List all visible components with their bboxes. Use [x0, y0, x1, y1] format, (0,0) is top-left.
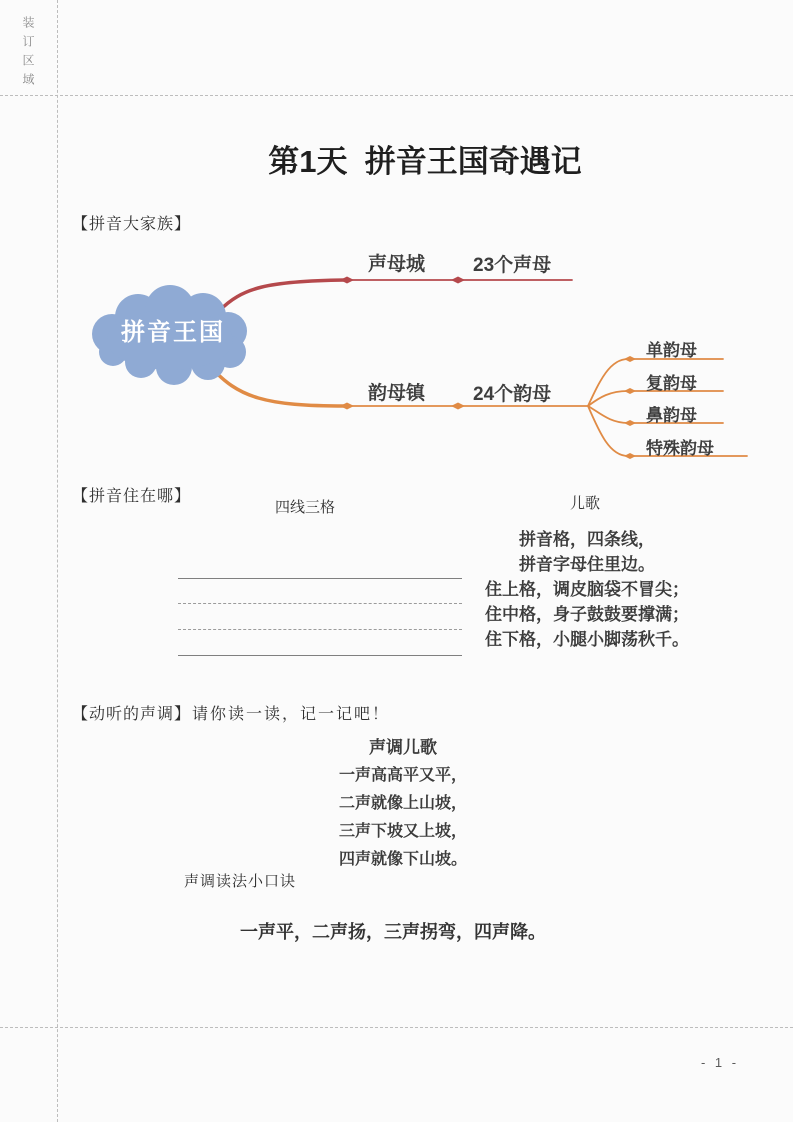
- rhyme-line: 三声下坡又上坡，: [338, 823, 467, 840]
- diamond-marker: [624, 453, 636, 459]
- diamond-marker: [624, 388, 636, 394]
- mindmap-root-label: 拼音王国: [121, 319, 225, 346]
- diamond-marker: [451, 403, 465, 410]
- yunmu-type-dan: 单韵母: [646, 341, 697, 360]
- yunmu-fan-curve-1: [588, 359, 628, 406]
- section-header-where-pinyin-lives: 【拼音住在哪】: [72, 488, 192, 505]
- diamond-marker: [340, 403, 354, 410]
- yunmu-fan-curve-4: [588, 406, 628, 456]
- rhyme-line: 住下格，小腿小脚荡秋千。: [485, 630, 689, 649]
- rhyme-line: 拼音字母住里边。: [519, 555, 655, 574]
- tone-rhyme: [253, 734, 553, 874]
- branch-count-shengmu: 23个声母: [473, 255, 552, 276]
- diamond-marker: [624, 356, 636, 362]
- tone-rhyme-title: 声调儿歌: [369, 738, 437, 757]
- diamond-marker: [451, 277, 465, 284]
- yunmu-type-bi: 鼻韵母: [646, 406, 697, 425]
- tones-prompt: 请你读一读，记一记吧！: [192, 706, 391, 723]
- writing-grid-line-1: [178, 578, 462, 579]
- writing-grid-line-4: [178, 655, 462, 656]
- writing-grid-line-2: [178, 603, 462, 604]
- branch-count-yunmu: 24个韵母: [473, 384, 552, 405]
- rhyme-line: 四声就像下山坡。: [338, 851, 467, 868]
- where-pinyin-rhyme: [437, 527, 737, 652]
- branch-label-yunmu: 韵母镇: [368, 383, 426, 404]
- rhyme-line: 住中格，身子鼓鼓要撑满；: [485, 605, 689, 624]
- branch-label-shengmu: 声母城: [368, 254, 426, 275]
- tone-tip-line: 一声平，二声扬，三声拐弯，四声降。: [240, 922, 546, 942]
- rhyme-line: 二声就像上山坡，: [338, 795, 467, 812]
- page-number: - 1 -: [700, 1055, 740, 1070]
- diamond-marker: [624, 420, 636, 426]
- rhyme-line: 住上格，调皮脑袋不冒尖；: [485, 580, 689, 599]
- binding-area-label: 装订区域: [21, 16, 35, 92]
- four-line-grid-title: 四线三格: [274, 500, 335, 516]
- rhyme-line: 拼音格，四条线，: [519, 530, 655, 549]
- tone-tip-title: 声调读法小口诀: [184, 874, 297, 890]
- shengmu-branch-curve: [219, 280, 345, 311]
- section-header-tones: 【动听的声调】: [72, 706, 192, 723]
- nursery-rhyme-title: 儿歌: [569, 496, 600, 512]
- mindmap-branch-shengmu: [219, 280, 572, 311]
- writing-grid-line-3: [178, 629, 462, 630]
- page-bottom-margin-line: [0, 1027, 793, 1028]
- yunmu-type-fu: 复韵母: [646, 374, 697, 393]
- yunmu-branch-curve: [210, 366, 345, 406]
- section-header-pinyin-family: 【拼音大家族】: [72, 216, 192, 233]
- page-title: 第1天 拼音王国奇遇记: [268, 144, 582, 179]
- yunmu-type-teshu: 特殊韵母: [646, 439, 714, 458]
- rhyme-line: 一声高高平又平，: [338, 767, 467, 784]
- diamond-marker: [340, 277, 354, 284]
